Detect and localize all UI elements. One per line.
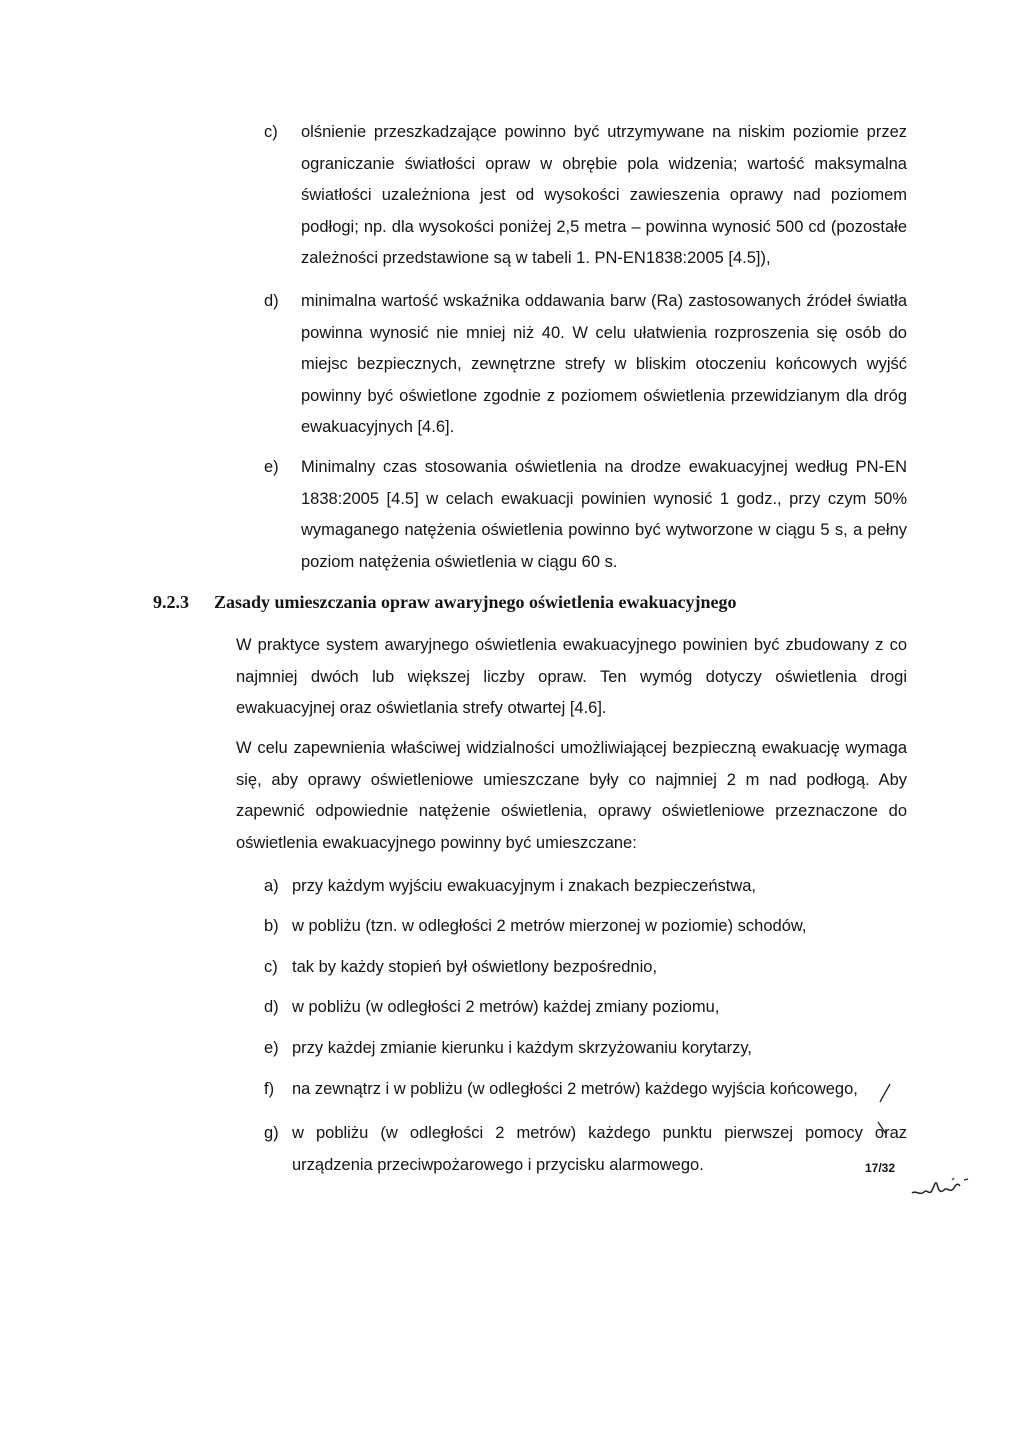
section-number: 9.2.3 [153, 592, 189, 612]
placement-item-e [264, 1033, 907, 1065]
item-label: c) [264, 958, 278, 976]
page-number: 17/32 [865, 1161, 896, 1175]
section-title: Zasady umieszczania opraw awaryjnego oświetlenia ewakuacyjnego [214, 592, 737, 612]
section-heading [153, 587, 913, 617]
placement-item-b [264, 911, 907, 943]
handwritten-signature [868, 1080, 978, 1210]
item-text: przy każdym wyjściu ewakuacyjnym i znakach bezpieczeństwa, [292, 877, 757, 895]
requirement-item-d [264, 286, 907, 444]
item-label: e) [264, 458, 279, 476]
item-label: e) [264, 1039, 279, 1057]
item-text: w pobliżu (w odległości 2 metrów) każdego punktu pierwszej pomocy oraz urządzenia przeciwpożarowego i przycisku alarmowego. [292, 1124, 907, 1174]
paragraph-1: W praktyce system awaryjnego oświetlenia ewakuacyjnego powinien być zbudowany z co najmniej dwóch lub większej liczby opraw. Ten wymóg dotyczy oświetlenia drogi ewakuacyjnej oraz oświetlania strefy otwartej [4.6]. [236, 636, 907, 717]
item-text: olśnienie przeszkadzające powinno być utrzymywane na niskim poziomie przez ograniczanie światłości opraw w obrębie pola widzenia; wartość maksymalna światłości uzależniona jest od wysokości zawieszenia oprawy nad poziomem podłogi; np. dla wysokości poniżej 2,5 metra – powinna wynosić 500 cd (pozostałe zależności przedstawione są w tabeli 1. PN-EN1838:2005 [4.5]), [301, 123, 907, 267]
item-label: a) [264, 877, 279, 895]
item-text: na zewnątrz i w pobliżu (w odległości 2 metrów) każdego wyjścia końcowego, [292, 1080, 858, 1098]
item-text: Minimalny czas stosowania oświetlenia na drodze ewakuacyjnej według PN-EN 1838:2005 [4.5] w celach ewakuacji powinien wynosić 1 godz., przy czym 50% wymaganego natężenia oświetlenia powinno być wytworzone w ciągu 5 s, a pełny poziom natężenia oświetlenia w ciągu 60 s. [301, 458, 907, 571]
item-text: minimalna wartość wskaźnika oddawania barw (Ra) zastosowanych źródeł światła powinna wynosić nie mniej niż 40. W celu ułatwienia rozproszenia się osób do miejsc bezpiecznych, zewnętrzne strefy w bliskim otoczeniu końcowych wyjść powinny być oświetlone zgodnie z poziomem oświetlenia przewidzianym dla dróg ewakuacyjnych [4.6]. [301, 292, 907, 436]
placement-item-c [264, 952, 907, 984]
paragraph-2: W celu zapewnienia właściwej widzialności umożliwiającej bezpieczną ewakuację wymaga się, aby oprawy oświetleniowe umieszczane były co najmniej 2 m nad podłogą. Aby zapewnić odpowiednie natężenie oświetlenia, oprawy oświetleniowe przeznaczone do oświetlenia ewakuacyjnego powinny być umieszczane: [236, 739, 907, 852]
item-label: g) [264, 1124, 279, 1142]
item-label: c) [264, 123, 278, 141]
item-text: w pobliżu (w odległości 2 metrów) każdej zmiany poziomu, [292, 998, 720, 1016]
item-label: f) [264, 1080, 275, 1098]
item-label: d) [264, 292, 279, 310]
requirement-item-e [264, 452, 907, 578]
item-label: d) [264, 998, 279, 1016]
placement-item-f [264, 1074, 907, 1106]
requirement-item-c [264, 117, 907, 275]
item-text: przy każdej zmianie kierunku i każdym skrzyżowaniu korytarzy, [292, 1039, 753, 1057]
item-label: b) [264, 917, 279, 935]
placement-item-a [264, 871, 907, 903]
placement-item-g [264, 1118, 907, 1181]
item-text: tak by każdy stopień był oświetlony bezpośrednio, [292, 958, 658, 976]
placement-item-d [264, 992, 907, 1024]
item-text: w pobliżu (tzn. w odległości 2 metrów mierzonej w poziomie) schodów, [292, 917, 807, 935]
